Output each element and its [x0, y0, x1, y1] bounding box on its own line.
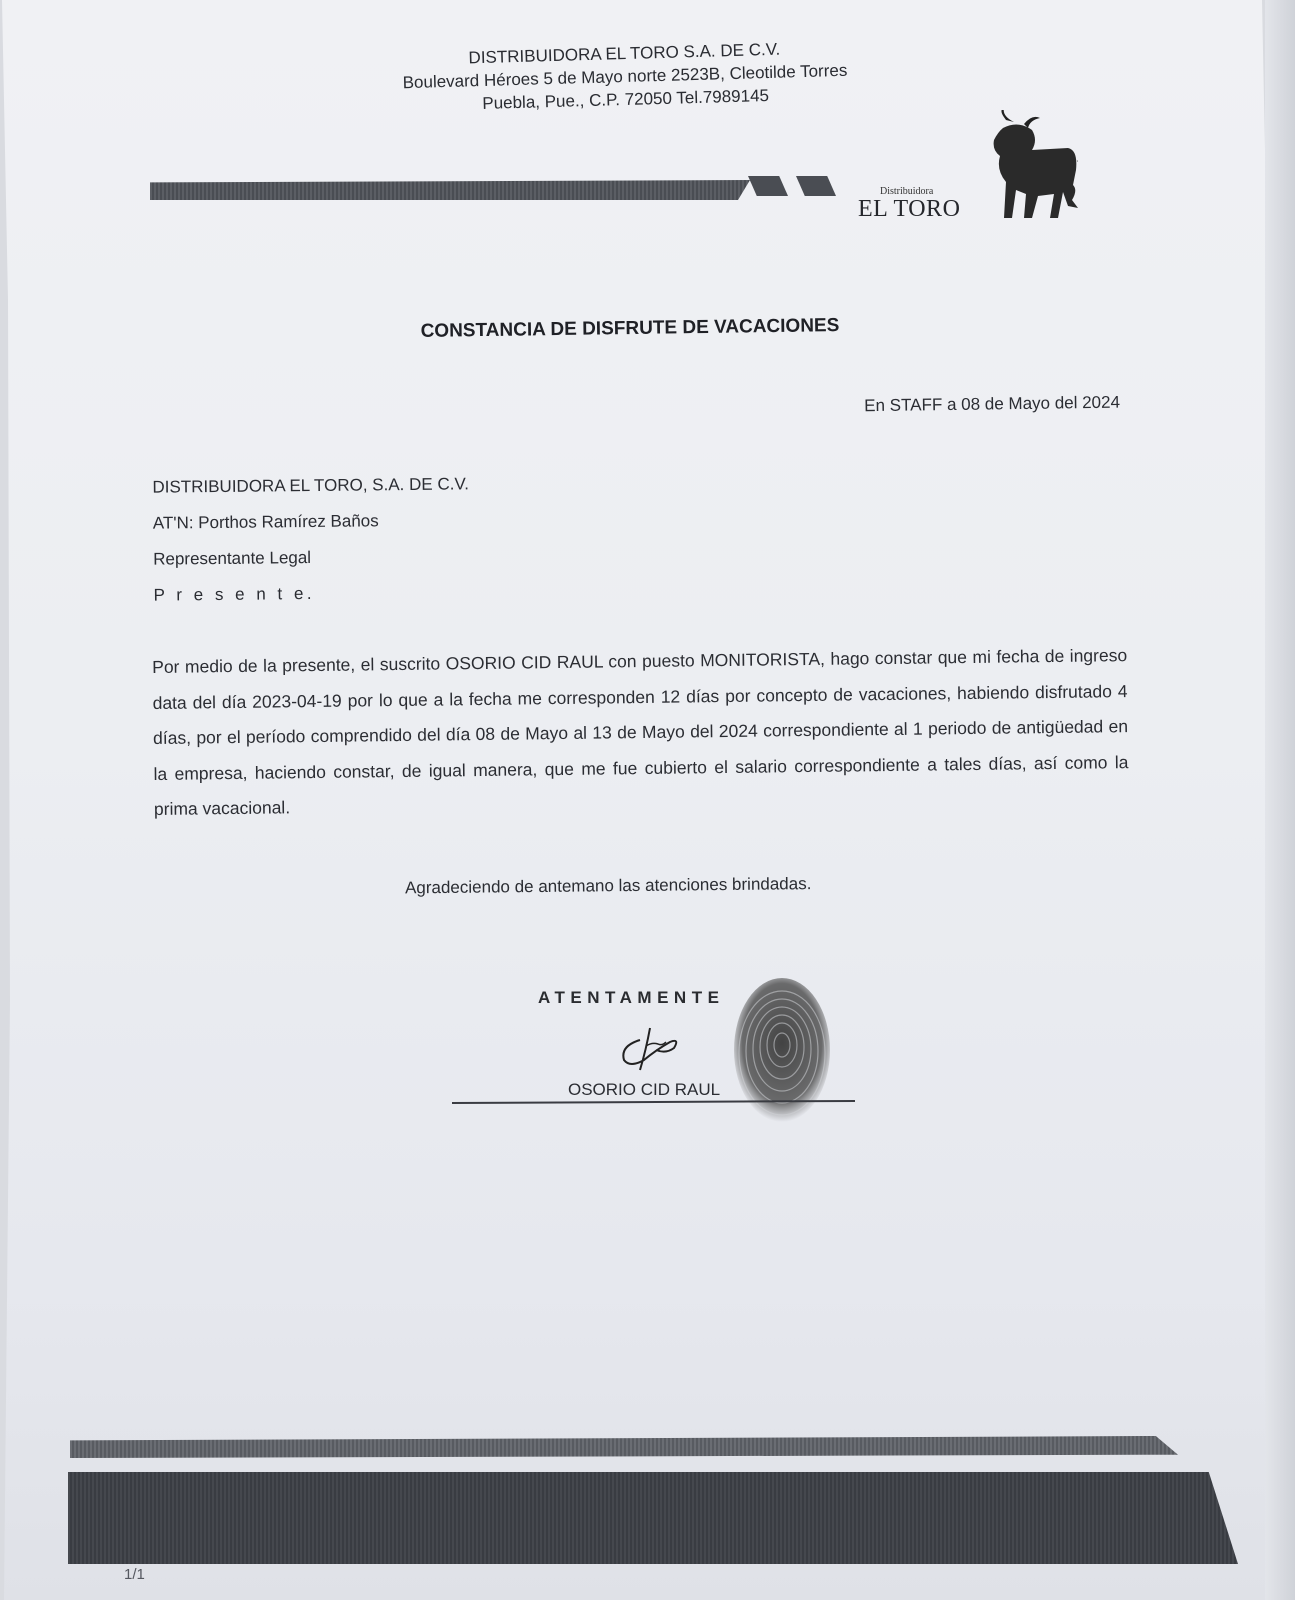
letterhead: [369, 35, 881, 118]
letterhead-address-line1: Boulevard Héroes 5 de Mayo norte 2523B, Cleotilde Torres: [402, 60, 848, 93]
page-edge-shadow: [1265, 0, 1295, 1600]
recipient-company: DISTRIBUIDORA EL TORO, S.A. DE C.V.: [152, 474, 470, 497]
signer-name: OSORIO CID RAUL: [568, 1080, 721, 1099]
header-decorative-band: [150, 180, 750, 200]
body-paragraph: Por medio de la presente, el suscrito OSORIO CID RAUL con puesto MONITORISTA, hago constar que mi fecha de ingreso data del día 2023-04-19 por lo que a la fecha me corresponden 12 días por concepto de vacaciones, habiendo disfrutado 4 días, por el período comprendido del día 08 de Mayo al 13 de Mayo del 2024 correspondiente al 1 periodo de antigüedad en la empresa, haciendo constar, de igual manera, que me fue cubierto el salario correspondiente a tales días, así como la prima vacacional.: [152, 645, 1129, 819]
company-logo: [858, 110, 1078, 230]
page-number: 1/1: [124, 1566, 145, 1583]
fingerprint-mark: [730, 975, 835, 1130]
recipient-greeting: P r e s e n t e.: [153, 583, 316, 605]
letterhead-company: DISTRIBUIDORA EL TORO S.A. DE C.V.: [468, 39, 781, 68]
document-title: CONSTANCIA DE DISFRUTE DE VACACIONES: [420, 315, 840, 342]
recipient-role: Representante Legal: [153, 548, 312, 569]
logo-small-text: Distribuidora: [880, 186, 934, 197]
logo-main-text: EL TORO: [858, 196, 961, 222]
recipient-block: [152, 466, 470, 613]
recipient-attention: AT'N: Porthos Ramírez Baños: [152, 511, 379, 533]
handwritten-signature: [610, 1020, 690, 1072]
closing-line: Agradeciendo de antemano las atenciones brindadas.: [404, 874, 812, 898]
signature-salutation: ATENTAMENTE: [538, 988, 725, 1007]
footer-thick-band: [68, 1472, 1238, 1564]
letterhead-address-line2: Puebla, Pue., C.P. 72050 Tel.7989145: [482, 85, 770, 113]
date-line: En STAFF a 08 de Mayo del 2024: [864, 392, 1121, 416]
